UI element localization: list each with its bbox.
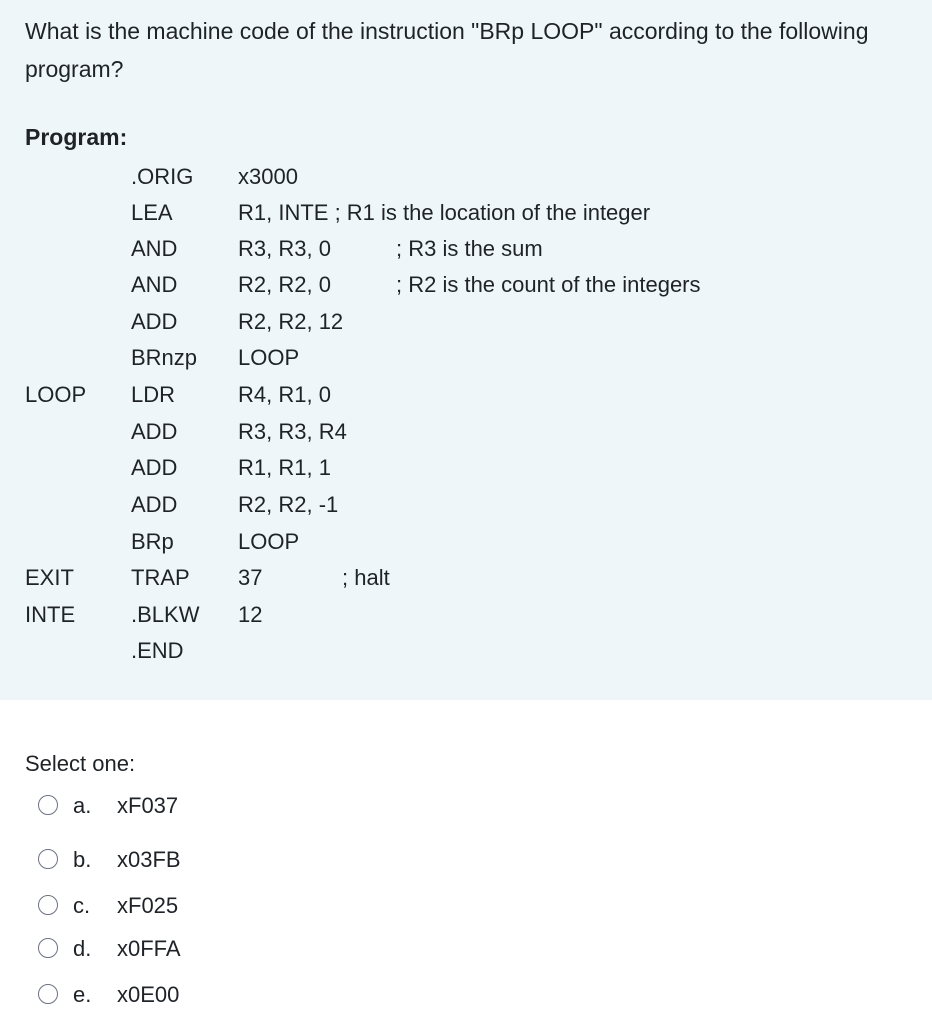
answer-option-b[interactable] — [38, 847, 338, 877]
option-value: xF037 — [117, 793, 179, 818]
line-opcode: ADD — [131, 492, 178, 517]
question-text: What is the machine code of the instruction "BRp LOOP" according to the following program? — [25, 18, 869, 82]
radio-button[interactable] — [38, 938, 58, 958]
option-letter: a. — [73, 793, 92, 818]
line-operands: R2, R2, 12 — [238, 309, 344, 334]
line-opcode: TRAP — [131, 565, 190, 590]
line-opcode: LDR — [131, 382, 176, 407]
radio-button[interactable] — [38, 849, 58, 869]
line-operands: LOOP — [238, 529, 300, 554]
answer-option-c[interactable] — [38, 893, 338, 923]
option-letter: d. — [73, 936, 92, 961]
option-value: x0E00 — [117, 982, 180, 1007]
radio-button[interactable] — [38, 984, 58, 1004]
line-opcode: BRp — [131, 529, 174, 554]
program-label: Program: — [25, 124, 128, 150]
line-opcode: .END — [131, 638, 184, 663]
line-comment: ; R3 is the sum — [396, 236, 543, 261]
option-value: x03FB — [117, 847, 181, 872]
line-operands: LOOP — [238, 345, 300, 370]
answer-option-e[interactable] — [38, 982, 338, 1012]
line-opcode: ADD — [131, 309, 178, 334]
option-letter: c. — [73, 893, 91, 918]
line-label: LOOP — [25, 382, 87, 407]
line-opcode: AND — [131, 236, 178, 261]
line-opcode: BRnzp — [131, 345, 198, 370]
option-value: x0FFA — [117, 936, 181, 961]
line-operands: R1, INTE ; R1 is the location of the integer — [238, 200, 651, 225]
line-operands: R2, R2, 0 — [238, 272, 331, 297]
answer-option-d[interactable] — [38, 936, 338, 966]
option-value: xF025 — [117, 893, 179, 918]
line-operands: R4, R1, 0 — [238, 382, 331, 407]
radio-button[interactable] — [38, 895, 58, 915]
line-operands: R3, R3, R4 — [238, 419, 347, 444]
option-letter: e. — [73, 982, 92, 1007]
line-label: INTE — [25, 602, 76, 627]
line-opcode: .BLKW — [131, 602, 200, 627]
line-comment: ; halt — [342, 565, 390, 590]
line-opcode: AND — [131, 272, 178, 297]
answer-option-a[interactable] — [38, 793, 338, 823]
line-opcode: ADD — [131, 419, 178, 444]
line-operands: 12 — [238, 602, 263, 627]
line-opcode: ADD — [131, 455, 178, 480]
line-operands: R2, R2, -1 — [238, 492, 339, 517]
option-letter: b. — [73, 847, 92, 872]
line-comment: ; R2 is the count of the integers — [396, 272, 701, 297]
line-operands: x3000 — [238, 164, 298, 189]
select-one-label: Select one: — [25, 751, 136, 776]
line-opcode: .ORIG — [131, 164, 194, 189]
line-operands: R1, R1, 1 — [238, 455, 331, 480]
line-label: EXIT — [25, 565, 74, 590]
line-operands: R3, R3, 0 — [238, 236, 331, 261]
line-operands: 37 — [238, 565, 263, 590]
radio-button[interactable] — [38, 795, 58, 815]
line-opcode: LEA — [131, 200, 173, 225]
